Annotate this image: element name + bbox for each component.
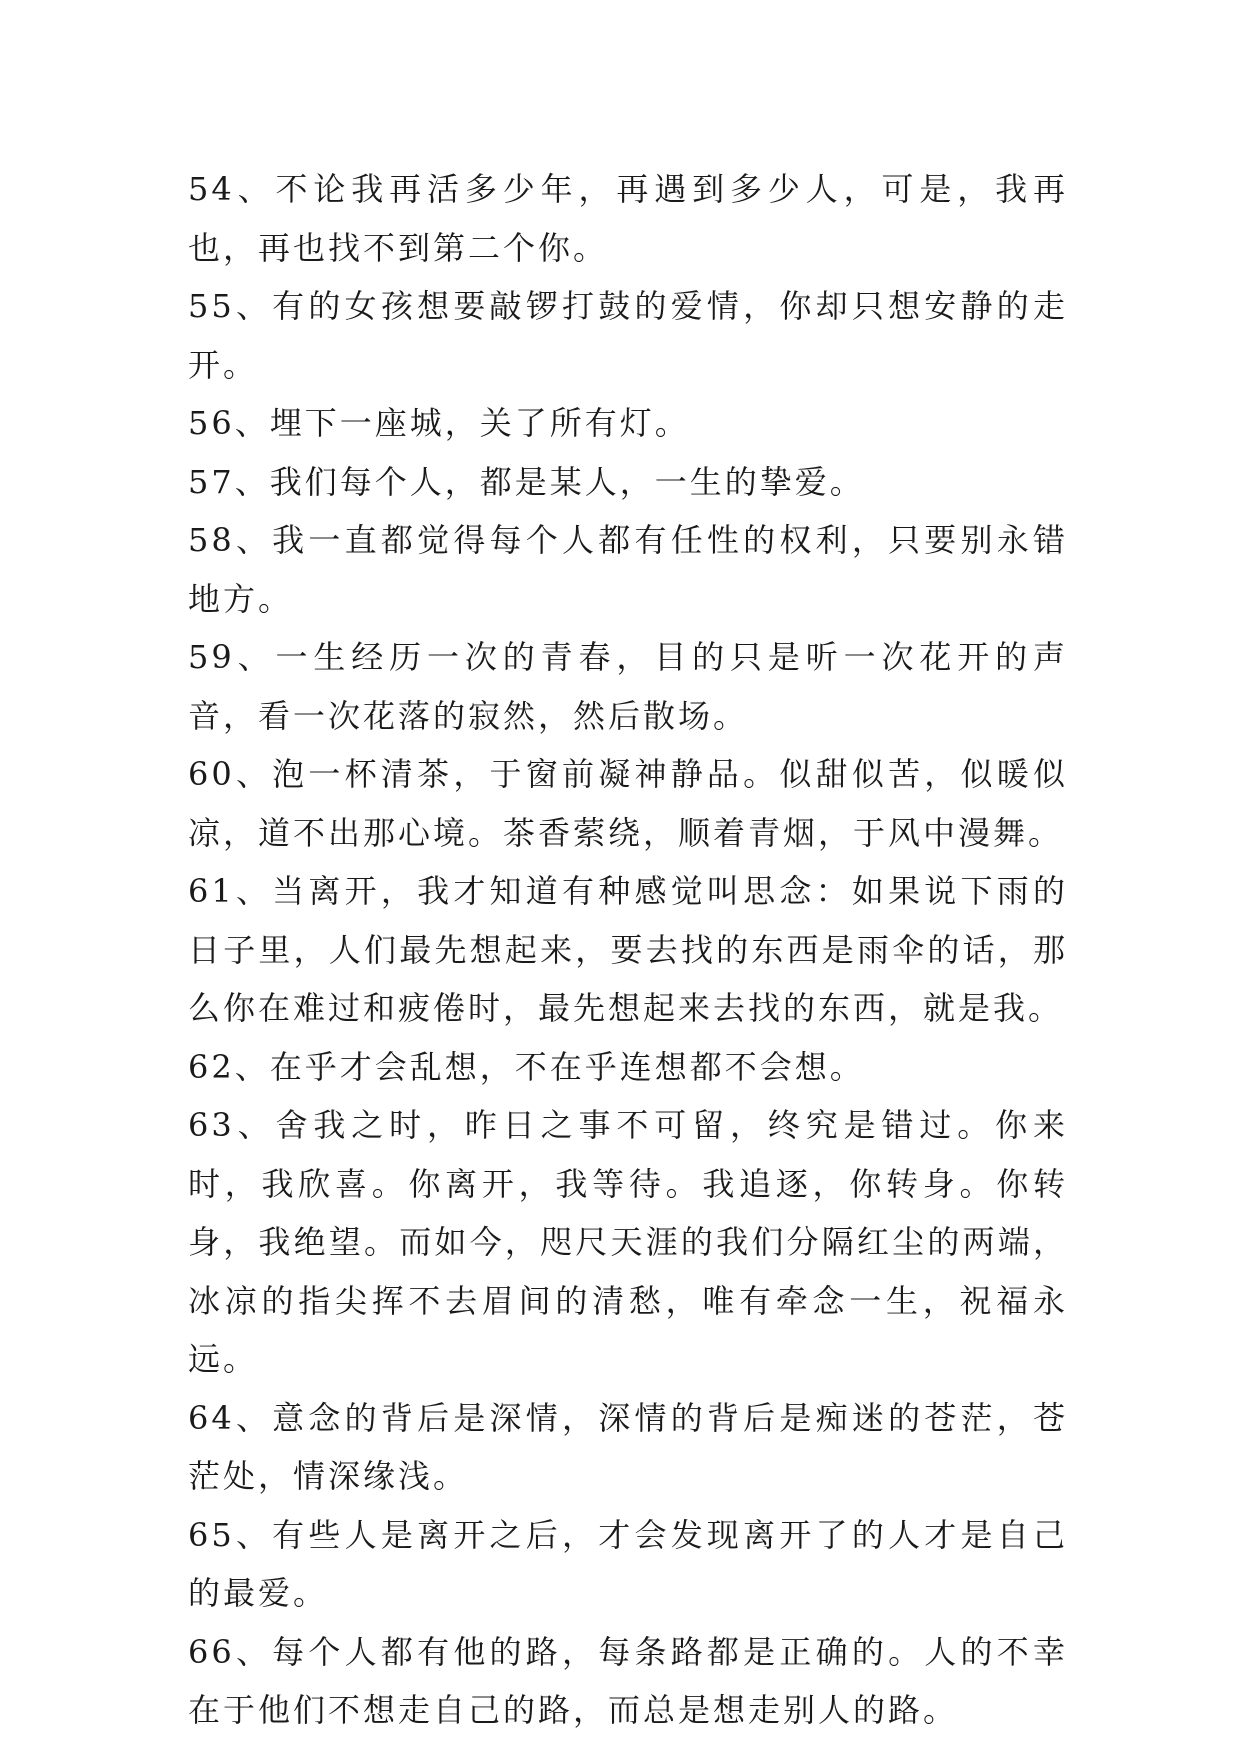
paragraph-55: 55、有的女孩想要敲锣打鼓的爱情，你却只想安静的走开。 [188, 287, 1068, 384]
paragraph-62: 62、在乎才会乱想，不在乎连想都不会想。 [188, 1047, 865, 1086]
paragraph-66: 66、每个人都有他的路，每条路都是正确的。人的不幸在于他们不想走自己的路，而总是想走别人的路。 [188, 1632, 1068, 1729]
paragraph-63: 63、舍我之时，昨日之事不可留，终究是错过。你来时，我欣喜。你离开，我等待。我追逐，你转身。你转身，我绝望。而如今，咫尺天涯的我们分隔红尘的两端，冰凉的指尖挥不去眉间的清愁，唯有牵念一生，祝福永远。 [188, 1106, 1068, 1378]
paragraph-61: 61、当离开，我才知道有种感觉叫思念：如果说下雨的日子里，人们最先想起来，要去找的东西是雨伞的话，那么你在难过和疲倦时，最先想起来去找的东西，就是我。 [188, 872, 1068, 1027]
paragraph-58: 58、我一直都觉得每个人都有任性的权利，只要别永错地方。 [188, 521, 1068, 618]
paragraph-60: 60、泡一杯清茶，于窗前凝神静品。似甜似苦，似暖似凉，道不出那心境。茶香萦绕，顺着青烟，于风中漫舞。 [188, 755, 1068, 852]
paragraph-64: 64、意念的背后是深情，深情的背后是痴迷的苍茫，苍茫处，情深缘浅。 [188, 1398, 1068, 1495]
paragraph-54: 54、不论我再活多少年，再遇到多少人，可是，我再也，再也找不到第二个你。 [188, 170, 1068, 267]
paragraph-65: 65、有些人是离开之后，才会发现离开了的人才是自己的最爱。 [188, 1515, 1068, 1612]
paragraph-57: 57、我们每个人，都是某人，一生的挚爱。 [188, 462, 865, 501]
paragraph-56: 56、埋下一座城，关了所有灯。 [188, 404, 690, 442]
paragraph-59: 59、一生经历一次的青春，目的只是听一次花开的声音，看一次花落的寂然，然后散场。 [188, 638, 1068, 735]
document-body [188, 160, 1068, 1740]
